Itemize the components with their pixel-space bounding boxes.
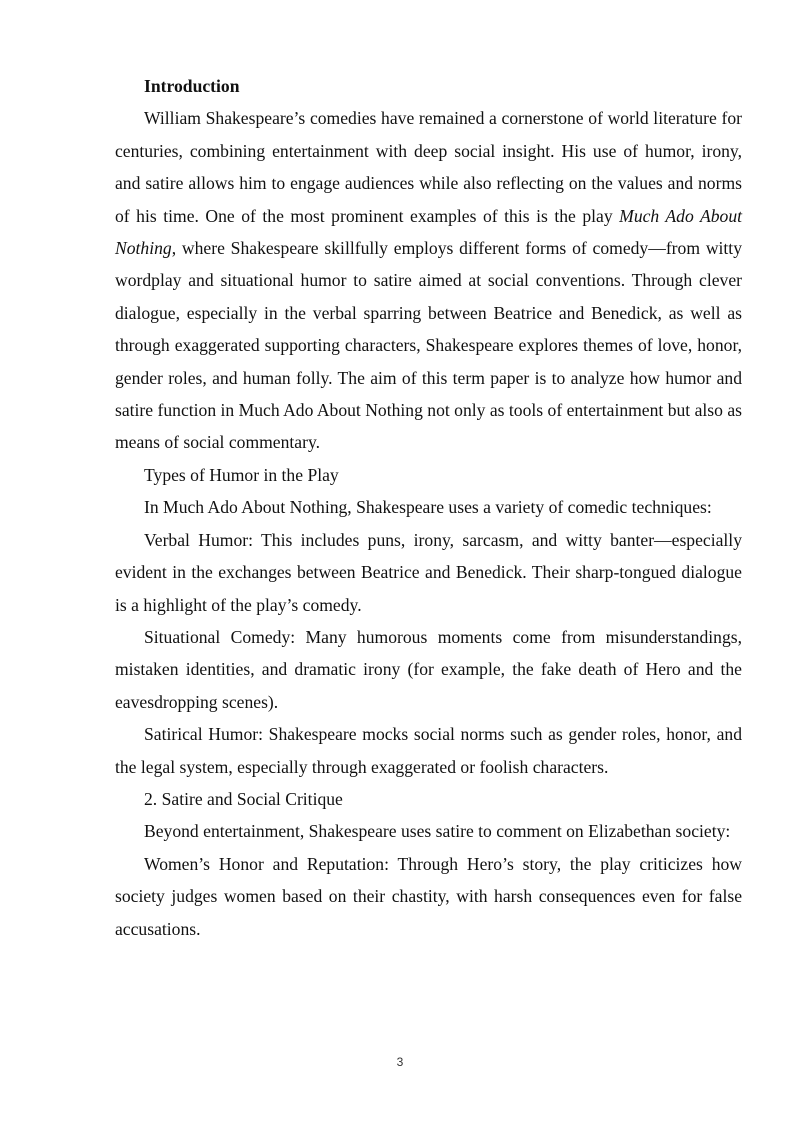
intro-text-part2: , where Shakespeare skillfully employs different forms of comedy—from witty wordplay and situational humor to satire aimed at social conventions. Through clever dialogue, especially in the verbal sparring between Beatrice and Benedick, as well as through exaggerated supporting characters, Shakespeare explores themes of love, honor, gender roles, and human folly. The aim of this term paper is to analyze how humor and satire function in Much Ado About Nothing not only as tools of entertainment but also as means of social commentary. — [115, 238, 742, 453]
introduction-heading: Introduction — [144, 76, 240, 96]
page-number: 3 — [396, 1055, 404, 1069]
types-of-humor-heading: Types of Humor in the Play — [144, 464, 339, 485]
satire-social-critique-heading: 2. Satire and Social Critique — [144, 788, 343, 809]
play-title: Much Ado About Nothing — [115, 205, 742, 259]
intro-text-part1: William Shakespeare’s comedies have remained a cornerstone of world literature for centuries, combining entertainment with deep social insight. His use of humor, irony, and satire allows him to engage audiences while also reflecting on the values and norms of his time. One of the most prominent examples of this is the play — [115, 108, 742, 226]
satirical-humor-paragraph: Satirical Humor: Shakespeare mocks social norms such as gender roles, honor, and the legal system, especially through exaggerated or foolish characters. — [115, 724, 742, 777]
situational-comedy-paragraph: Situational Comedy: Many humorous moments come from misunderstandings, mistaken identities, and dramatic irony (for example, the fake death of Hero and the eavesdropping scenes). — [115, 626, 742, 712]
page-body — [115, 70, 742, 945]
satire-intro-paragraph: Beyond entertainment, Shakespeare uses satire to comment on Elizabethan society: — [144, 821, 731, 842]
verbal-humor-paragraph: Verbal Humor: This includes puns, irony, sarcasm, and witty banter—especially evident in the exchanges between Beatrice and Benedick. Their sharp-tongued dialogue is a highlight of the play’s comedy. — [115, 529, 742, 615]
introduction-paragraph — [115, 102, 742, 458]
womens-honor-paragraph: Women’s Honor and Reputation: Through Hero’s story, the play criticizes how society judges women based on their chastity, with harsh consequences even for false accusations. — [115, 853, 742, 939]
types-of-humor-intro: In Much Ado About Nothing, Shakespeare uses a variety of comedic techniques: — [144, 497, 712, 518]
